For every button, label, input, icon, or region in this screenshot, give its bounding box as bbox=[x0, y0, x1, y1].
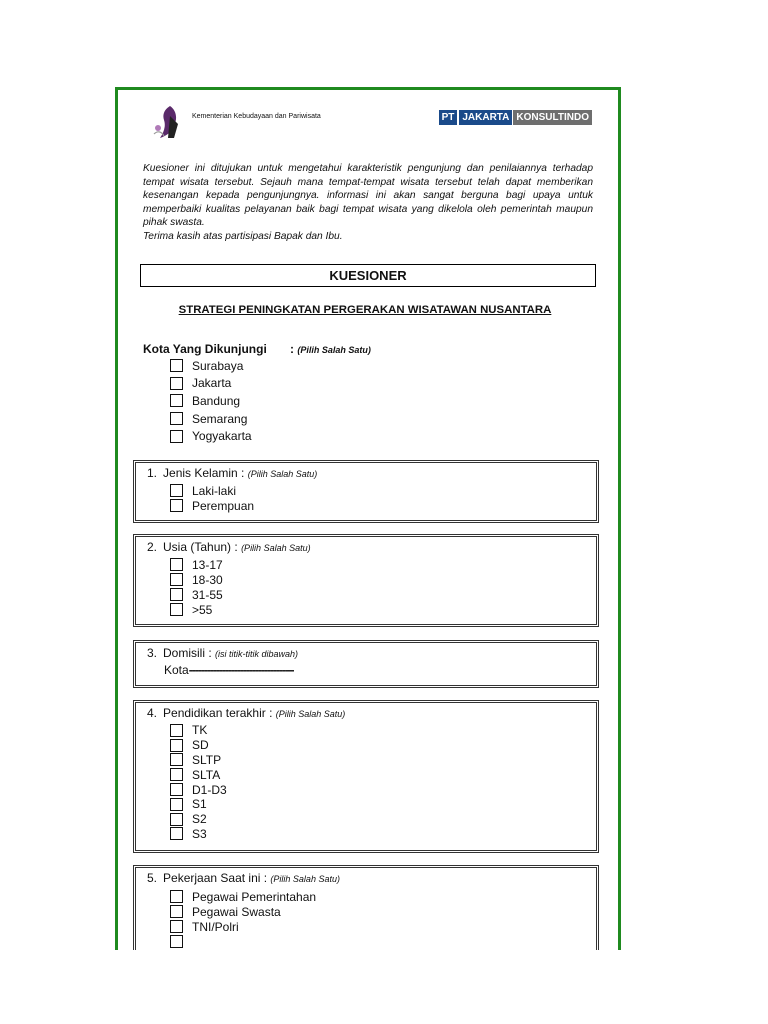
question-3 bbox=[133, 640, 599, 688]
option-label: SD bbox=[192, 738, 209, 753]
question-note: (isi titik-titik dibawah) bbox=[215, 649, 299, 659]
question-options bbox=[170, 557, 223, 617]
checkbox[interactable] bbox=[170, 588, 183, 601]
checkbox[interactable] bbox=[170, 920, 183, 933]
option[interactable] bbox=[170, 602, 223, 617]
question-title bbox=[147, 646, 298, 660]
option-label: Yogyakarta bbox=[192, 429, 252, 444]
checkbox[interactable] bbox=[170, 724, 183, 737]
checkbox[interactable] bbox=[170, 783, 183, 796]
option-label: D1-D3 bbox=[192, 782, 227, 797]
option-label: Surabaya bbox=[192, 358, 244, 373]
option-label: SLTP bbox=[192, 752, 222, 767]
ministry-name: Kementerian Kebudayaan dan Pariwisata bbox=[192, 113, 321, 120]
question-title bbox=[147, 871, 340, 885]
option-label: Pegawai Swasta bbox=[192, 904, 281, 919]
option-label: Semarang bbox=[192, 411, 248, 426]
question-label: Pendidikan terakhir : bbox=[163, 706, 273, 720]
checkbox[interactable] bbox=[170, 573, 183, 586]
city-option[interactable] bbox=[170, 375, 252, 393]
option-label: Pegawai Pemerintahan bbox=[192, 889, 317, 904]
checkbox[interactable] bbox=[170, 905, 183, 918]
question-options bbox=[170, 889, 316, 949]
city-label: Kota Yang Dikunjungi bbox=[143, 342, 267, 356]
option-label: Bandung bbox=[192, 393, 241, 408]
questionnaire-page bbox=[115, 87, 621, 950]
option-label: >55 bbox=[192, 602, 213, 617]
checkbox[interactable] bbox=[170, 935, 183, 948]
option-label: SLTA bbox=[192, 767, 221, 782]
city-option[interactable] bbox=[170, 392, 252, 410]
option-label: S3 bbox=[192, 826, 207, 841]
option[interactable] bbox=[170, 767, 227, 782]
option-label: S1 bbox=[192, 797, 207, 812]
question-number: 3. bbox=[147, 646, 158, 660]
checkbox[interactable] bbox=[170, 394, 183, 407]
option-label: S2 bbox=[192, 812, 207, 827]
question-note: (Pilih Salah Satu) bbox=[247, 469, 318, 479]
intro-text bbox=[143, 162, 593, 244]
question-note: (Pilih Salah Satu) bbox=[275, 709, 346, 719]
option-label: TK bbox=[192, 723, 208, 738]
question-title bbox=[147, 706, 345, 720]
page-subtitle: STRATEGI PENINGKATAN PERGERAKAN WISATAWAN NUSANTARA bbox=[178, 304, 552, 316]
question-title bbox=[147, 466, 317, 480]
option-label: Perempuan bbox=[192, 498, 255, 513]
checkbox[interactable] bbox=[170, 499, 183, 512]
option[interactable] bbox=[170, 904, 316, 919]
option-label: 31-55 bbox=[192, 587, 223, 602]
question-5 bbox=[133, 865, 599, 950]
option[interactable] bbox=[170, 797, 227, 812]
city-option[interactable] bbox=[170, 427, 252, 445]
checkbox[interactable] bbox=[170, 813, 183, 826]
intro-thanks: Terima kasih atas partisipasi Bapak dan Ibu. bbox=[143, 230, 343, 242]
ministry-logo-icon bbox=[152, 104, 186, 140]
option-label: 18-30 bbox=[192, 572, 223, 587]
question-number: 2. bbox=[147, 540, 158, 554]
option[interactable] bbox=[170, 723, 227, 738]
brand-jakarta: JAKARTA bbox=[459, 110, 512, 125]
checkbox[interactable] bbox=[170, 890, 183, 903]
domisili-field[interactable] bbox=[164, 663, 294, 677]
city-option[interactable] bbox=[170, 410, 252, 428]
option[interactable] bbox=[170, 572, 223, 587]
option[interactable] bbox=[170, 812, 227, 827]
option[interactable] bbox=[170, 738, 227, 753]
question-options bbox=[170, 483, 254, 513]
question-number: 1. bbox=[147, 466, 158, 480]
company-logo bbox=[439, 110, 592, 125]
question-note: (Pilih Salah Satu) bbox=[270, 874, 340, 884]
kota-input-line[interactable]: ----------------------------------- bbox=[188, 663, 294, 677]
question-label: Domisili : bbox=[163, 646, 212, 660]
question-options bbox=[170, 723, 227, 841]
option[interactable] bbox=[170, 827, 227, 842]
question-2 bbox=[133, 534, 599, 627]
question-title bbox=[147, 540, 311, 554]
checkbox[interactable] bbox=[170, 359, 183, 372]
checkbox[interactable] bbox=[170, 827, 183, 840]
option-label: Jakarta bbox=[192, 376, 232, 391]
option[interactable] bbox=[170, 889, 316, 904]
checkbox[interactable] bbox=[170, 412, 183, 425]
intro-paragraph: Kuesioner ini ditujukan untuk mengetahui karakteristik pengunjung dan penilaiannya terhadap tempat wisata tersebut. Sejauh mana tempat-tempat wisata tersebut telah dapat memberikan kesenangan kepada pengunjungnya. informasi ini akan sangat berguna bagi upaya untuk memperbaiki kualitas pelayanan baik bagi tempat wisata yang dikelola oleh pemerintah maupun pihak swasta. bbox=[143, 163, 593, 229]
checkbox[interactable] bbox=[170, 603, 183, 616]
question-label: Pekerjaan Saat ini : bbox=[163, 871, 268, 885]
document-header bbox=[152, 104, 592, 140]
question-number: 5. bbox=[147, 871, 158, 885]
city-option[interactable] bbox=[170, 357, 252, 375]
checkbox[interactable] bbox=[170, 430, 183, 443]
question-number: 4. bbox=[147, 706, 158, 720]
checkbox[interactable] bbox=[170, 558, 183, 571]
checkbox[interactable] bbox=[170, 739, 183, 752]
option-label: 13-17 bbox=[192, 557, 223, 572]
option[interactable] bbox=[170, 483, 254, 498]
kota-label: Kota bbox=[164, 663, 189, 677]
city-note: (Pilih Salah Satu) bbox=[297, 345, 371, 355]
city-instruction bbox=[290, 342, 371, 356]
option[interactable] bbox=[170, 557, 223, 572]
checkbox[interactable] bbox=[170, 768, 183, 781]
question-note: (Pilih Salah Satu) bbox=[241, 543, 311, 553]
option[interactable] bbox=[170, 934, 316, 949]
checkbox[interactable] bbox=[170, 377, 183, 390]
option-label: Laki-laki bbox=[192, 483, 237, 498]
brand-pt: PT bbox=[439, 110, 458, 125]
question-label: Usia (Tahun) : bbox=[163, 540, 238, 554]
question-label: Jenis Kelamin : bbox=[163, 466, 245, 480]
city-colon: : bbox=[290, 342, 294, 356]
option[interactable] bbox=[170, 782, 227, 797]
option[interactable] bbox=[170, 587, 223, 602]
city-options bbox=[170, 357, 252, 445]
option[interactable] bbox=[170, 919, 316, 934]
option-label: TNI/Polri bbox=[192, 919, 239, 934]
checkbox[interactable] bbox=[170, 484, 183, 497]
page-title: KUESIONER bbox=[140, 264, 596, 287]
option[interactable] bbox=[170, 498, 254, 513]
brand-konsultindo: KONSULTINDO bbox=[513, 110, 592, 125]
checkbox[interactable] bbox=[170, 753, 183, 766]
option[interactable] bbox=[170, 753, 227, 768]
question-4 bbox=[133, 700, 599, 853]
question-1 bbox=[133, 460, 599, 523]
checkbox[interactable] bbox=[170, 798, 183, 811]
